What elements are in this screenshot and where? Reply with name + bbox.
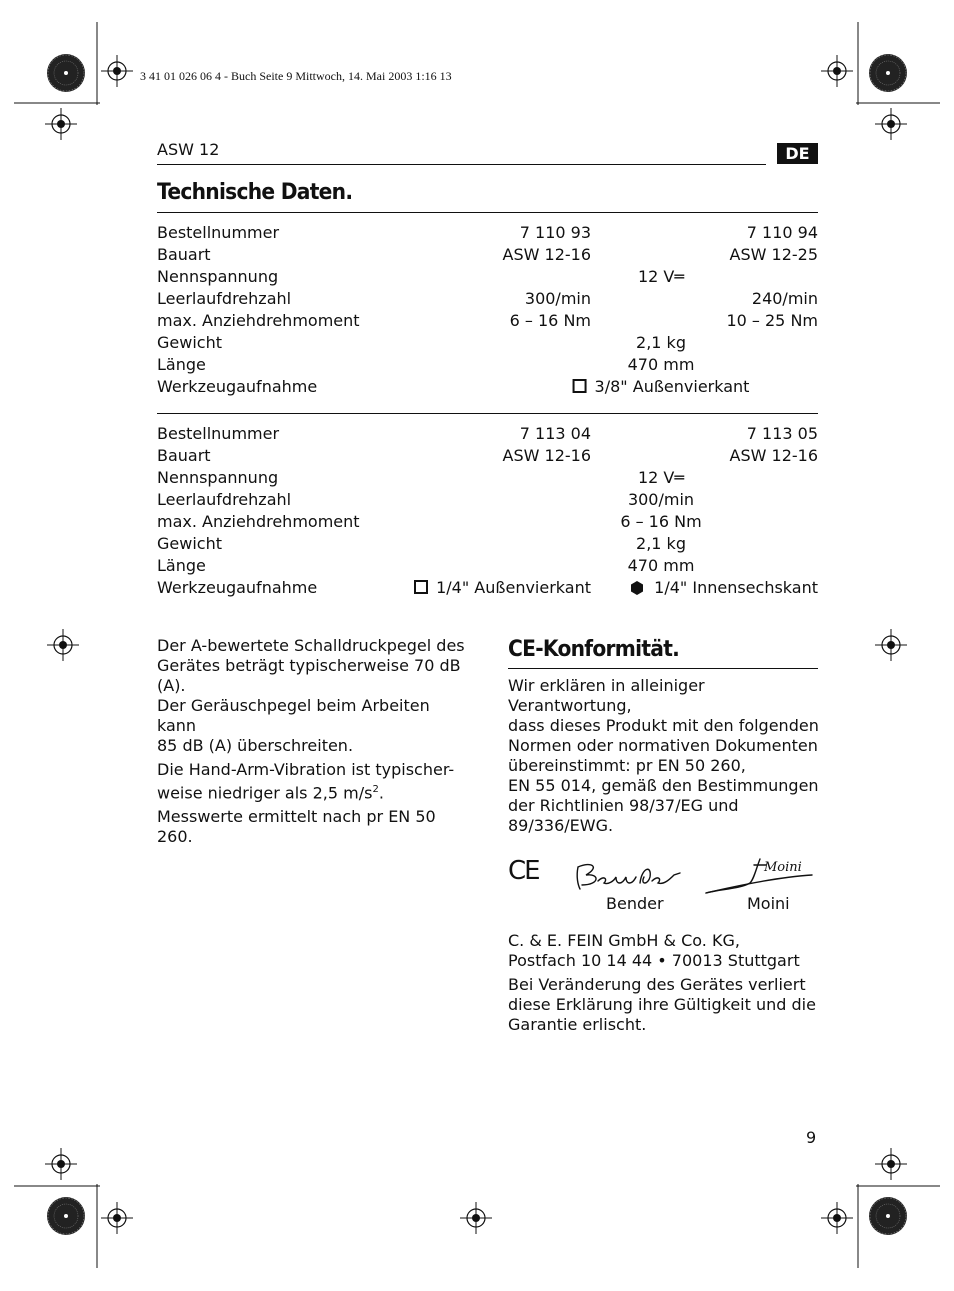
spec-row [157,423,818,445]
spec-row [157,354,818,376]
spec-label: Gewicht [157,333,222,352]
crosshair-mark-icon [875,1148,907,1180]
vibration-line: Die Hand-Arm-Vibration ist typischer- [157,760,455,779]
spec-label: Bauart [157,245,211,264]
spec-label: Länge [157,355,206,374]
crosshair-mark-icon [45,108,77,140]
crosshair-mark-icon [875,108,907,140]
square-drive-icon [573,379,587,393]
crosshair-mark-icon [821,55,853,87]
spec-row [157,376,818,398]
table-divider [157,413,818,414]
noise-line: Gerätes beträgt typischerweise 70 dB (A). [157,656,461,695]
crosshair-mark-icon [47,629,79,661]
ce-mark-icon: CE [508,856,539,886]
language-badge: DE [777,143,818,164]
crosshair-mark-icon [875,629,907,661]
spec-label: Werkzeugaufnahme [157,578,318,597]
spec-value-col2: 240/min [751,289,818,308]
spec-value-col1: 1/4" Außenvierkant [414,577,591,599]
spec-value-col2: ASW 12-16 [729,446,818,465]
spec-row [157,467,818,489]
print-slug: 3 41 01 026 06 4 - Buch Seite 9 Mittwoch, 14. Mai 2003 1:16 13 [140,69,452,83]
signature-name-bender: Bender [606,894,664,913]
square-drive-icon [414,580,428,594]
spec-value-col2: 7 113 05 [746,424,818,443]
crosshair-mark-icon [101,55,133,87]
spec-value-shared: 12 V═ [637,468,685,487]
svg-text:Moini: Moini [764,860,802,875]
signature-name-moini: Moini [747,894,790,913]
spec-row [157,244,818,266]
spec-row [157,332,818,354]
spec-row [157,577,818,599]
spec-label: Bestellnummer [157,223,280,242]
spec-row [157,222,818,244]
spec-value-shared: 470 mm [627,556,695,575]
spec-value-shared: 6 – 16 Nm [620,512,702,531]
spec-value-shared: 470 mm [627,355,695,374]
signature-moini [706,859,812,893]
spec-value-shared: 300/min [627,490,695,509]
spec-label: Leerlaufdrehzahl [157,289,292,308]
starburst-mark-icon [47,1197,85,1235]
section-title-ce: CE-Konformität. [508,637,680,662]
spec-value-col2: 1/4" Innensechskant [630,577,818,599]
spec-label: Nennspannung [157,468,279,487]
hex-socket-icon [630,581,644,595]
spec-value-col2: ASW 12-25 [729,245,818,264]
noise-line: Der Geräuschpegel beim Arbeiten kann [157,696,430,735]
crosshair-mark-icon [821,1202,853,1234]
spec-value-shared: 2,1 kg [636,534,686,553]
signature-bender [577,865,680,889]
crosshair-mark-icon [101,1202,133,1234]
page-number: 9 [806,1128,817,1147]
vibration-line-2: weise niedriger als 2,5 $m/s^2$. [157,783,384,803]
spec-label: Bestellnummer [157,424,280,443]
signatures-image [570,855,820,897]
noise-line: Der A-bewertete Schalldruckpegel des [157,636,465,655]
spec-row [157,533,818,555]
spec-label: max. Anziehdrehmoment [157,512,360,531]
starburst-mark-icon [869,1197,907,1235]
model-header: ASW 12 [157,140,220,159]
spec-label: Gewicht [157,534,222,553]
spec-row [157,310,818,332]
validity-notice: Bei Veränderung des Gerätes verliert diese Erklärung ihre Gültigkeit und die Garantie erlischt. [508,975,816,1034]
spec-value-col1: 300/min [524,289,591,308]
spec-row [157,445,818,467]
spec-row [157,288,818,310]
spec-label: Bauart [157,446,211,465]
spec-value-shared: 2,1 kg [636,333,686,352]
title-rule [157,212,818,213]
spec-label: Werkzeugaufnahme [157,377,318,396]
spec-row [157,489,818,511]
spec-value-col1: ASW 12-16 [502,446,591,465]
spec-label: max. Anziehdrehmoment [157,311,360,330]
starburst-mark-icon [47,54,85,92]
spec-row [157,266,818,288]
header-rule [157,164,766,165]
noise-vibration-text [157,636,467,847]
spec-label: Nennspannung [157,267,279,286]
crosshair-mark-icon [460,1202,492,1234]
section-title-technical-data: Technische Daten. [157,180,353,205]
spec-value-col1: ASW 12-16 [502,245,591,264]
noise-line: 85 dB (A) überschreiten. [157,736,354,755]
company-address: C. & E. FEIN GmbH & Co. KG, Postfach 10 14 44 • 70013 Stuttgart [508,931,800,970]
measurement-note: Messwerte ermittelt nach pr EN 50 260. [157,807,436,847]
ce-declaration: Wir erklären in alleiniger Verantwortung, dass dieses Produkt mit den folgenden Normen oder normativen Dokumenten übereinstimmt: pr EN 50 260, EN 55 014, gemäß den Bestimmungen der Richtlinien 98/37/EG und 89/336/EWG. [508,676,819,835]
spec-value-col1: 7 113 04 [519,424,591,443]
starburst-mark-icon [869,54,907,92]
spec-row [157,555,818,577]
spec-row [157,511,818,533]
spec-value-col1: 7 110 93 [519,223,591,242]
spec-label: Leerlaufdrehzahl [157,490,292,509]
spec-value-shared: 12 V═ [637,267,685,286]
ce-title-rule [508,668,818,669]
crosshair-mark-icon [45,1148,77,1180]
spec-value-col2: 7 110 94 [746,223,818,242]
spec-value-shared: 3/8" Außenvierkant [573,376,750,398]
spec-value-col1: 6 – 16 Nm [509,311,591,330]
spec-value-col2: 10 – 25 Nm [726,311,818,330]
spec-label: Länge [157,556,206,575]
